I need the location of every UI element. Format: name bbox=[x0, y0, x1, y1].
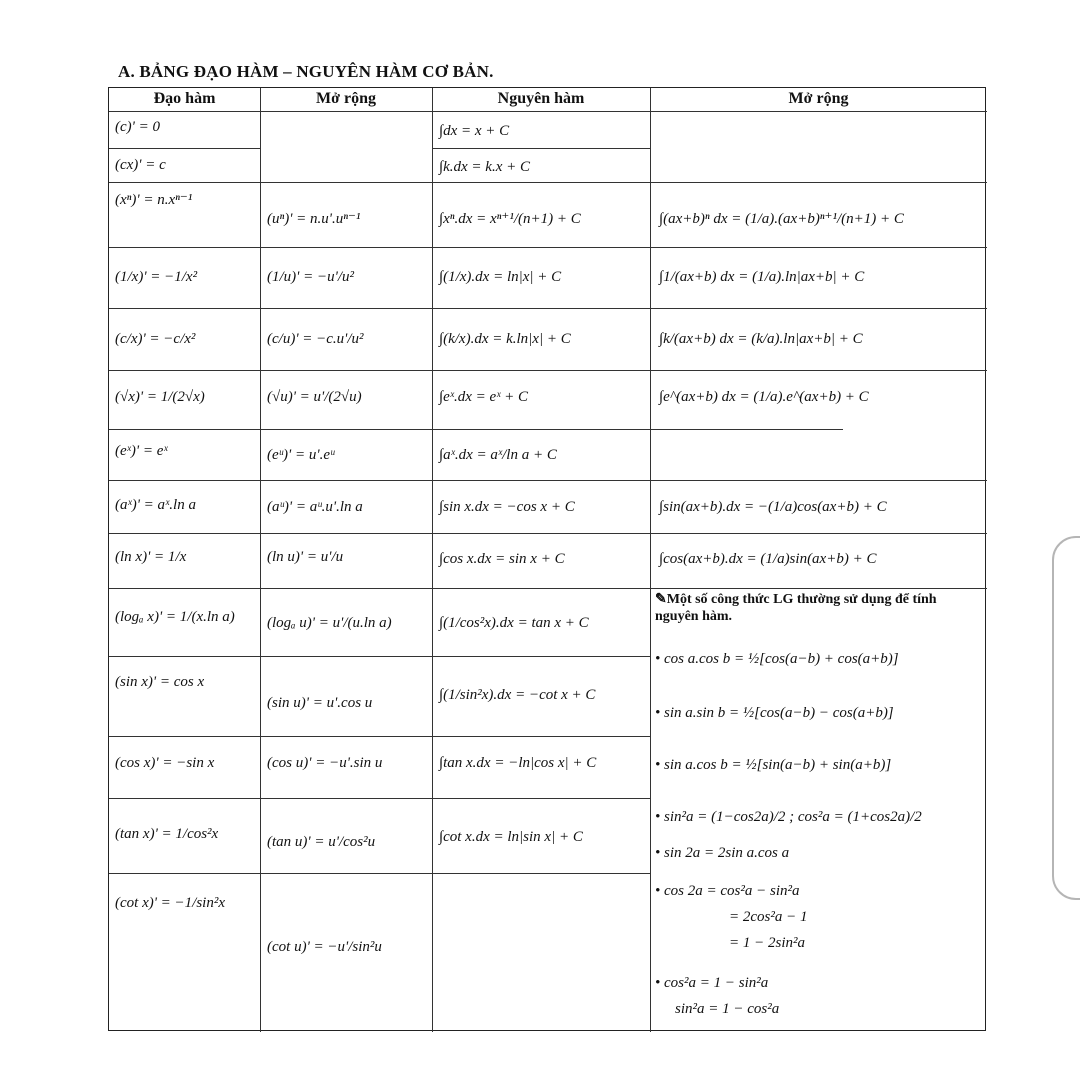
trig-formula: = 1 − 2sin²a bbox=[729, 935, 805, 951]
derivative-ext-formula: (uⁿ)' = n.u'.uⁿ⁻¹ bbox=[267, 211, 361, 227]
header-nguyen-ham: Nguyên hàm bbox=[497, 90, 585, 107]
derivative-formula: (eˣ)' = eˣ bbox=[115, 443, 168, 459]
row-divider bbox=[109, 588, 987, 589]
derivative-formula: (cos x)' = −sin x bbox=[115, 755, 215, 771]
integral-formula: ∫xⁿ.dx = xⁿ⁺¹/(n+1) + C bbox=[439, 211, 581, 227]
integral-formula: ∫dx = x + C bbox=[439, 123, 510, 139]
row-divider bbox=[109, 656, 650, 657]
integral-formula: ∫tan x.dx = −ln|cos x| + C bbox=[439, 755, 597, 771]
derivative-ext-formula: (1/u)' = −u'/u² bbox=[267, 269, 354, 285]
trig-formula: • sin a.cos b = ½[sin(a−b) + sin(a+b)] bbox=[655, 757, 892, 773]
trig-formula: sin²a = 1 − cos²a bbox=[675, 1001, 780, 1017]
derivative-formula: (aˣ)' = aˣ.ln a bbox=[115, 497, 196, 513]
derivative-ext-formula: (cos u)' = −u'.sin u bbox=[267, 755, 383, 771]
derivative-formula: (c/x)' = −c/x² bbox=[115, 331, 196, 347]
derivative-formula: (ln x)' = 1/x bbox=[115, 549, 187, 565]
integral-formula: ∫k.dx = k.x + C bbox=[439, 159, 530, 175]
integral-formula: ∫(k/x).dx = k.ln|x| + C bbox=[439, 331, 571, 347]
derivative-formula: (sin x)' = cos x bbox=[115, 674, 205, 690]
trig-formula: • cos a.cos b = ½[cos(a−b) + cos(a+b)] bbox=[655, 651, 899, 667]
integral-ext-formula: ∫cos(ax+b).dx = (1/a)sin(ax+b) + C bbox=[659, 551, 877, 567]
trig-formula: • cos²a = 1 − sin²a bbox=[655, 975, 769, 991]
derivative-ext-formula: (√u)' = u'/(2√u) bbox=[267, 389, 362, 405]
header-mo-rong-2: Mở rộng bbox=[788, 90, 849, 107]
derivative-formula: (cot x)' = −1/sin²x bbox=[115, 895, 226, 911]
integral-formula: ∫aˣ.dx = aˣ/ln a + C bbox=[439, 447, 557, 463]
integral-ext-formula: ∫(ax+b)ⁿ dx = (1/a).(ax+b)ⁿ⁺¹/(n+1) + C bbox=[659, 211, 904, 227]
row-divider bbox=[109, 873, 650, 874]
trig-note: ✎Một số công thức LG thường sử dụng để tính nguyên hàm. bbox=[655, 592, 937, 624]
derivative-ext-formula: (c/u)' = −c.u'/u² bbox=[267, 331, 364, 347]
row-divider bbox=[109, 370, 987, 371]
derivative-formula: (c)' = 0 bbox=[115, 119, 160, 135]
row-divider bbox=[109, 308, 987, 309]
derivative-formula: (cx)' = c bbox=[115, 157, 166, 173]
trig-formula: • cos 2a = cos²a − sin²a bbox=[655, 883, 800, 899]
derivative-ext-formula: (tan u)' = u'/cos²u bbox=[267, 834, 376, 850]
integral-formula: ∫cos x.dx = sin x + C bbox=[439, 551, 565, 567]
row-divider bbox=[432, 148, 650, 149]
row-divider bbox=[109, 182, 987, 183]
derivative-formula: (xⁿ)' = n.xⁿ⁻¹ bbox=[115, 192, 193, 208]
row-divider bbox=[109, 533, 987, 534]
integral-formula: ∫sin x.dx = −cos x + C bbox=[439, 499, 575, 515]
integral-formula: ∫cot x.dx = ln|sin x| + C bbox=[439, 829, 583, 845]
column-divider bbox=[260, 88, 261, 1032]
row-divider bbox=[109, 247, 987, 248]
trig-formula: = 2cos²a − 1 bbox=[729, 909, 808, 925]
derivative-formula: (logₐ x)' = 1/(x.ln a) bbox=[115, 609, 235, 625]
scroll-edge-decoration bbox=[1052, 536, 1080, 900]
derivative-ext-formula: (ln u)' = u'/u bbox=[267, 549, 344, 565]
derivative-ext-formula: (eᵘ)' = u'.eᵘ bbox=[267, 447, 335, 463]
derivative-formula: (tan x)' = 1/cos²x bbox=[115, 826, 219, 842]
row-divider bbox=[109, 480, 987, 481]
formula-table bbox=[108, 87, 986, 1031]
integral-ext-formula: ∫sin(ax+b).dx = −(1/a)cos(ax+b) + C bbox=[659, 499, 887, 515]
integral-ext-formula: ∫1/(ax+b) dx = (1/a).ln|ax+b| + C bbox=[659, 269, 865, 285]
trig-formula: • sin 2a = 2sin a.cos a bbox=[655, 845, 790, 861]
derivative-formula: (√x)' = 1/(2√x) bbox=[115, 389, 205, 405]
trig-formula: • sin a.sin b = ½[cos(a−b) − cos(a+b)] bbox=[655, 705, 894, 721]
integral-formula: ∫eˣ.dx = eˣ + C bbox=[439, 389, 529, 405]
derivative-ext-formula: (aᵘ)' = aᵘ.u'.ln a bbox=[267, 499, 363, 515]
row-divider bbox=[109, 429, 843, 430]
integral-formula: ∫(1/sin²x).dx = −cot x + C bbox=[439, 687, 596, 703]
derivative-ext-formula: (logₐ u)' = u'/(u.ln a) bbox=[267, 615, 392, 631]
integral-formula: ∫(1/x).dx = ln|x| + C bbox=[439, 269, 562, 285]
column-divider bbox=[650, 88, 651, 1032]
column-divider bbox=[432, 88, 433, 1032]
derivative-ext-formula: (cot u)' = −u'/sin²u bbox=[267, 939, 382, 955]
derivative-ext-formula: (sin u)' = u'.cos u bbox=[267, 695, 373, 711]
integral-ext-formula: ∫e^(ax+b) dx = (1/a).e^(ax+b) + C bbox=[659, 389, 869, 405]
page-title: A. BẢNG ĐẠO HÀM – NGUYÊN HÀM CƠ BẢN. bbox=[118, 62, 494, 81]
trig-formula: • sin²a = (1−cos2a)/2 ; cos²a = (1+cos2a)/2 bbox=[655, 809, 922, 825]
row-divider bbox=[109, 798, 650, 799]
integral-ext-formula: ∫k/(ax+b) dx = (k/a).ln|ax+b| + C bbox=[659, 331, 863, 347]
derivative-formula: (1/x)' = −1/x² bbox=[115, 269, 198, 285]
integral-formula: ∫(1/cos²x).dx = tan x + C bbox=[439, 615, 589, 631]
row-divider bbox=[109, 148, 260, 149]
header-dao-ham: Đạo hàm bbox=[153, 90, 216, 107]
row-divider bbox=[109, 736, 650, 737]
header-mo-rong-1: Mở rộng bbox=[316, 90, 376, 107]
header-divider bbox=[109, 111, 987, 112]
